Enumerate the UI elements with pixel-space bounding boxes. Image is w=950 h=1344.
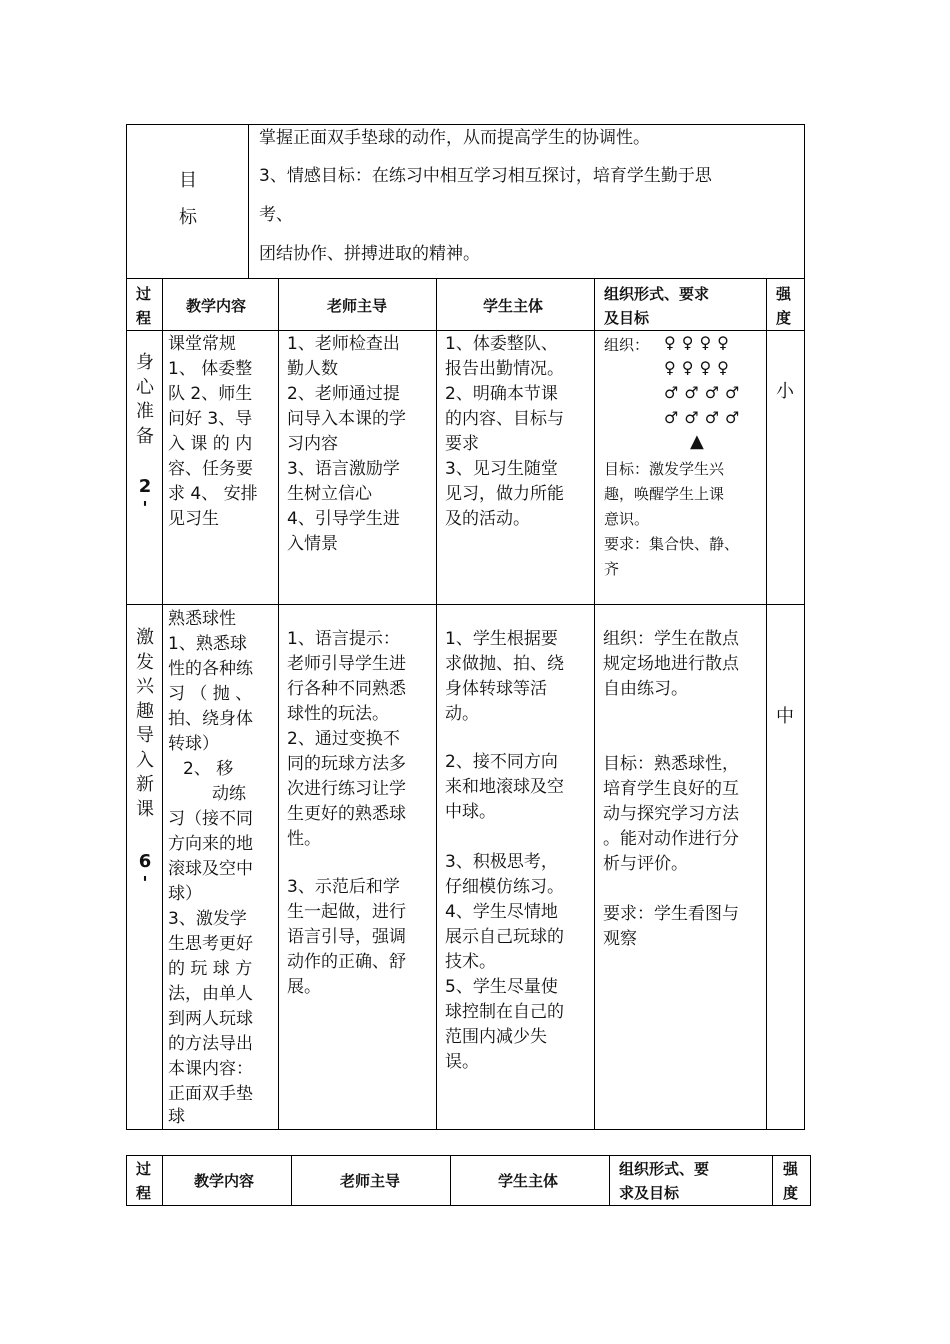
objective-line: 考、 <box>259 205 293 225</box>
formation-row-male: ♂♂♂♂ <box>664 408 746 427</box>
content-line: 性的各种练 <box>168 659 253 679</box>
objective-label-char: 标 <box>179 207 197 228</box>
teacher-line: 次进行练习让学 <box>287 779 406 799</box>
org-line: 。能对动作进行分 <box>603 829 739 849</box>
teacher-line: 同的玩球方法多 <box>287 754 406 774</box>
student-line: 5、学生尽量使 <box>445 977 558 997</box>
content-line: 滚球及空中 <box>168 859 253 879</box>
student-line: 4、学生尽情地 <box>445 902 558 922</box>
intensity-value: 中 <box>776 706 794 727</box>
content-line: 2、 移 <box>183 759 234 779</box>
content-line: 见习生 <box>168 509 219 529</box>
org-goal-line: 目标：激发学生兴 <box>604 460 725 478</box>
stage-char: 激 <box>136 627 154 648</box>
content-line: 拍、绕身体 <box>168 709 253 729</box>
header-teacher: 老师主导 <box>340 1172 401 1190</box>
header-student: 学生主体 <box>498 1172 559 1190</box>
student-line: 仔细模仿练习。 <box>445 877 564 897</box>
teacher-line: 入情景 <box>287 534 338 554</box>
teacher-line: 生一起做，进行 <box>287 902 406 922</box>
student-line: 范围内减少失 <box>445 1027 547 1047</box>
student-line: 1、学生根据要 <box>445 629 558 649</box>
student-line: 球控制在自己的 <box>445 1002 564 1022</box>
teacher-line: 生更好的熟悉球 <box>287 804 406 824</box>
org-line: 组织：学生在散点 <box>603 629 739 649</box>
intensity-value: 小 <box>776 381 794 402</box>
header-process: 过 <box>136 1160 152 1178</box>
teacher-line: 老师引导学生进 <box>287 654 406 674</box>
org-goal-line: 意识。 <box>604 510 650 528</box>
header-teacher: 老师主导 <box>327 297 388 315</box>
student-line: 2、接不同方向 <box>445 752 558 772</box>
student-line: 身体转球等活 <box>445 679 547 699</box>
header-organization: 及目标 <box>604 309 650 327</box>
content-line: 动练 <box>212 784 246 804</box>
teacher-line: 语言引导，强调 <box>287 927 406 947</box>
header-organization: 组织形式、要求 <box>604 285 710 303</box>
org-line: 培育学生良好的互 <box>603 779 739 799</box>
student-line: 展示自己玩球的 <box>445 927 564 947</box>
student-line: 动。 <box>445 704 479 724</box>
teacher-line: 2、老师通过提 <box>287 384 400 404</box>
content-line: 转球） <box>168 734 219 754</box>
org-req-line: 齐 <box>604 560 620 578</box>
header-intensity: 强 <box>783 1160 799 1178</box>
stage-char: 兴 <box>136 676 154 697</box>
org-line: 析与评价。 <box>603 854 688 874</box>
header-process: 程 <box>136 1184 152 1202</box>
student-line: 的内容、目标与 <box>445 409 564 429</box>
content-line: 入 课 的 内 <box>168 434 253 454</box>
stage-char: 导 <box>136 725 154 746</box>
header-student: 学生主体 <box>483 297 544 315</box>
teacher-line: 1、老师检查出 <box>287 334 400 354</box>
teacher-line: 展。 <box>287 977 321 997</box>
content-line: 习（接不同 <box>168 809 253 829</box>
content-line: 容、任务要 <box>168 459 253 479</box>
header-intensity: 度 <box>776 309 792 327</box>
teacher-line: 行各种不同熟悉 <box>287 679 406 699</box>
stage-time-value: 2 <box>138 476 152 497</box>
content-line: 球） <box>168 884 202 904</box>
teacher-line: 1、语言提示： <box>287 629 400 649</box>
teacher-line: 3、语言激励学 <box>287 459 400 479</box>
objective-line: 掌握正面双手垫球的动作，从而提高学生的协调性。 <box>259 128 650 148</box>
student-line: 见习，做力所能 <box>445 484 564 504</box>
stage-char: 课 <box>136 798 154 820</box>
header-process: 程 <box>136 309 152 327</box>
teacher-line: 生树立信心 <box>287 484 372 504</box>
student-line: 1、体委整队、 <box>445 334 558 354</box>
content-line: 法，由单人 <box>168 984 253 1004</box>
objective-line: 团结协作、拼搏进取的精神。 <box>259 244 480 264</box>
stage-label <box>127 626 163 822</box>
content-line: 到两人玩球 <box>168 1009 253 1029</box>
content-line: 方向来的地 <box>168 834 253 854</box>
teacher-line: 3、示范后和学 <box>287 877 400 897</box>
stage-label <box>127 351 163 449</box>
objective-label-char: 目 <box>179 170 197 191</box>
content-line: 生思考更好 <box>168 934 253 954</box>
content-line: 习 （ 抛 、 <box>168 684 253 704</box>
content-line: 本课内容： <box>168 1059 253 1079</box>
header-process: 过 <box>136 285 152 303</box>
org-line: 要求：学生看图与 <box>603 904 739 924</box>
content-line: 的方法导出 <box>168 1034 253 1054</box>
student-line: 求做抛、拍、绕 <box>445 654 564 674</box>
content-line: 1、 体委整 <box>168 359 253 379</box>
formation-row-female: ♀♀♀♀ <box>664 358 735 377</box>
teacher-line: 勤人数 <box>287 359 338 379</box>
stage-char: 发 <box>136 651 154 673</box>
content-line: 正面双手垫 <box>168 1084 253 1104</box>
stage-char: 心 <box>136 376 154 398</box>
org-line: 目标：熟悉球性， <box>603 754 739 774</box>
student-line: 3、见习生随堂 <box>445 459 558 479</box>
stage-char: 身 <box>136 352 154 373</box>
teacher-line: 4、引导学生进 <box>287 509 400 529</box>
header-organization: 组织形式、要 <box>619 1160 710 1178</box>
header-organization: 求及目标 <box>619 1184 680 1202</box>
org-goal-line: 趣，唤醒学生上课 <box>604 485 725 503</box>
org-label: 组织： <box>604 336 650 354</box>
student-line: 3、积极思考， <box>445 852 558 872</box>
objective-line: 3、情感目标：在练习中相互学习相互探讨，培育学生勤于思 <box>259 166 712 186</box>
org-line: 规定场地进行散点 <box>603 654 739 674</box>
stage-time-value: 6 <box>138 851 152 872</box>
org-line: 自由练习。 <box>603 679 688 699</box>
teacher-line: 球性的玩法。 <box>287 704 389 724</box>
teacher-position-icon: ▲ <box>690 431 704 452</box>
content-line: 课堂常规 <box>168 334 236 354</box>
stage-time-unit: ' <box>142 873 148 894</box>
formation-row-male: ♂♂♂♂ <box>664 383 746 402</box>
header-intensity: 强 <box>776 285 792 303</box>
content-line: 队 2、师生 <box>168 384 253 404</box>
stage-time <box>127 476 163 520</box>
header-content: 教学内容 <box>186 297 247 315</box>
student-line: 技术。 <box>445 952 496 972</box>
formation-row-female: ♀♀♀♀ <box>664 333 735 352</box>
teacher-line: 性。 <box>287 829 321 849</box>
student-line: 报告出勤情况。 <box>445 359 564 379</box>
teacher-line: 问导入本课的学 <box>287 409 406 429</box>
stage-char: 准 <box>136 401 154 422</box>
stage-char: 备 <box>136 425 154 447</box>
org-line: 观察 <box>603 929 637 949</box>
student-line: 2、明确本节课 <box>445 384 558 404</box>
content-line: 1、熟悉球 <box>168 634 247 654</box>
student-line: 及的活动。 <box>445 509 530 529</box>
header-intensity: 度 <box>783 1184 799 1202</box>
content-line: 球 <box>168 1107 185 1127</box>
student-line: 误。 <box>445 1052 479 1072</box>
stage-time <box>127 851 163 895</box>
org-line: 动与探究学习方法 <box>603 804 739 824</box>
student-line: 要求 <box>445 434 479 454</box>
org-req-line: 要求：集合快、静、 <box>604 535 740 553</box>
teacher-line: 动作的正确、舒 <box>287 952 406 972</box>
teacher-line: 习内容 <box>287 434 338 454</box>
student-line: 中球。 <box>445 802 496 822</box>
content-line: 熟悉球性 <box>168 609 236 629</box>
teacher-line: 2、通过变换不 <box>287 729 400 749</box>
content-line: 3、激发学 <box>168 909 247 929</box>
content-line: 求 4、 安排 <box>168 484 258 504</box>
stage-char: 趣 <box>136 700 154 722</box>
stage-char: 新 <box>136 774 154 795</box>
content-line: 问好 3、导 <box>168 409 253 429</box>
stage-char: 入 <box>136 749 154 771</box>
student-line: 来和地滚球及空 <box>445 777 564 797</box>
stage-time-unit: ' <box>142 498 148 519</box>
header-content: 教学内容 <box>194 1172 255 1190</box>
content-line: 的 玩 球 方 <box>168 959 253 979</box>
